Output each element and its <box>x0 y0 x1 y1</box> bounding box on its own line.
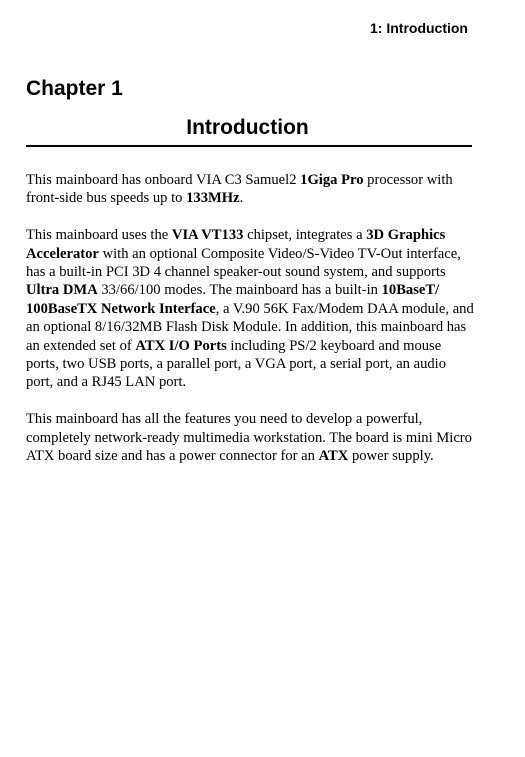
paragraph-3 <box>26 410 476 465</box>
text-run: This mainboard has onboard VIA C3 Samuel2 <box>26 172 301 188</box>
paragraph-1 <box>26 171 476 208</box>
body-text <box>26 171 476 484</box>
text-run: 33/66/100 modes. The mainboard has a built-in <box>97 282 382 299</box>
text-run: with an optional Composite Video/S-Video TV-Out interface, has a built-in PCI 3D 4 channel speaker-out sound system, and supports <box>26 245 461 281</box>
text-run: chipset, integrates a <box>243 227 367 244</box>
paragraph-2 <box>26 226 476 392</box>
bold-term: 3D Graphics Accelerator <box>26 227 446 262</box>
bold-term: ATX <box>318 448 349 465</box>
text-run: This mainboard has all the features you need to develop a powerful, completely network-ready multimedia workstation. The board is mini Micro ATX board size and has a power connector for an <box>26 411 472 465</box>
bold-term: Ultra DMA <box>26 282 98 299</box>
chapter-title: Introduction <box>186 116 309 139</box>
text-run: power supply. <box>348 448 434 465</box>
text-run: This mainboard uses the <box>26 227 172 244</box>
bold-term: 10BaseT/ 100BaseTX Network Interface <box>26 282 440 317</box>
text-run: including PS/2 keyboard and mouse ports, two USB ports, a parallel port, a VGA port, a serial port, an audio port, and a RJ45 LAN port. <box>26 337 447 391</box>
bold-term: 1Giga Pro <box>300 172 364 188</box>
text-run: processor with front-side bus speeds up to <box>26 172 453 207</box>
chapter-label: Chapter 1 <box>26 77 123 100</box>
bold-term: ATX I/O Ports <box>135 337 227 354</box>
bold-term: VIA VT133 <box>171 227 244 244</box>
title-divider <box>26 145 472 147</box>
text-run: , a V.90 56K Fax/Modem DAA module, and an optional 8/16/32MB Flash Disk Module. In addition, this mainboard has an extended set of <box>26 300 474 354</box>
bold-term: 133MHz <box>186 190 240 207</box>
running-header: 1: Introduction <box>370 20 468 36</box>
text-run: . <box>239 190 244 207</box>
